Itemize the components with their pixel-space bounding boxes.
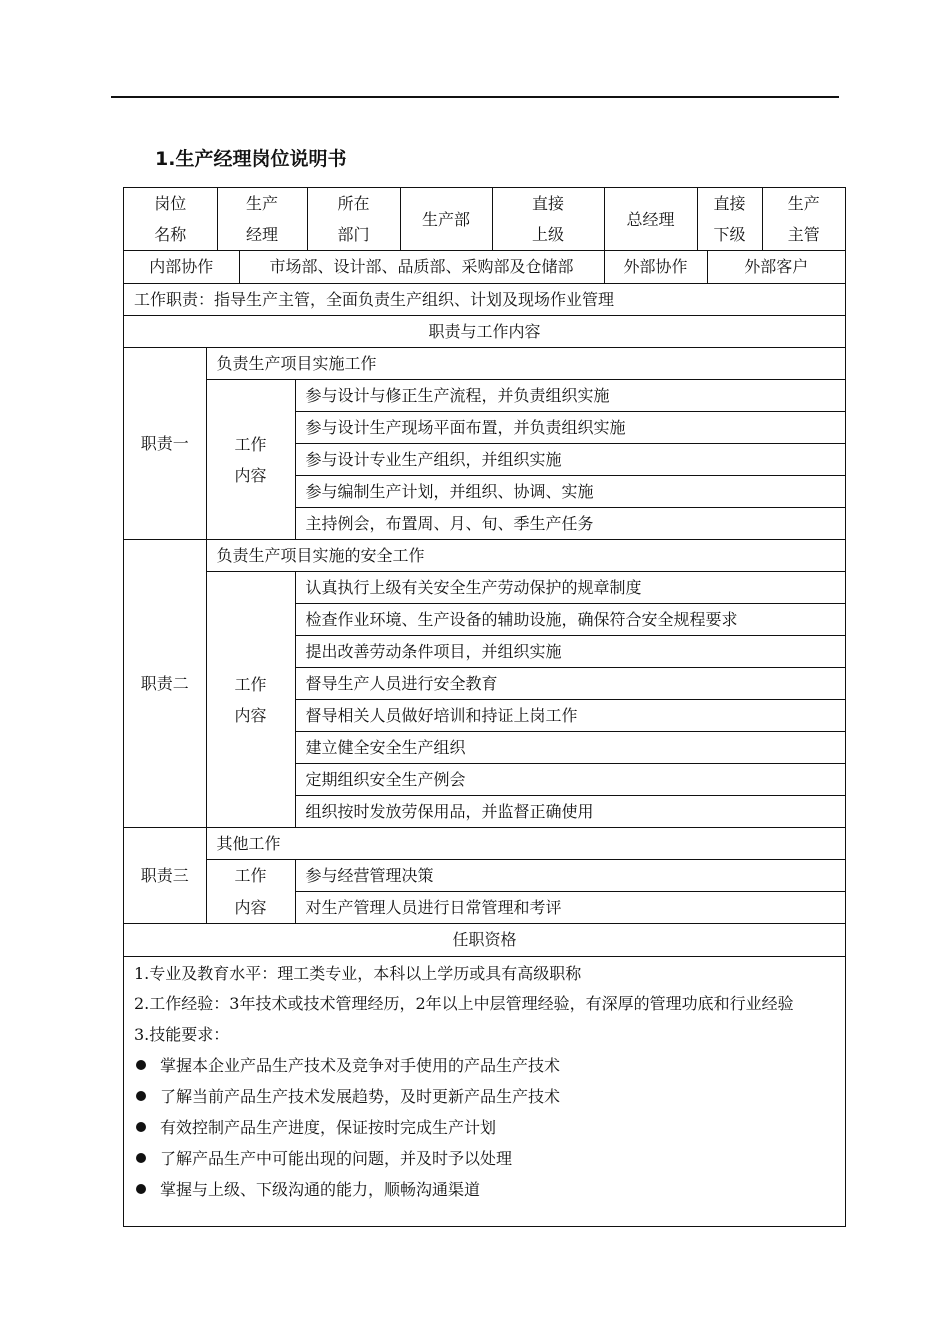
- duty-item: 参与设计与修正生产流程，并负责组织实施: [295, 380, 845, 412]
- duty-heading: 其他工作: [206, 828, 845, 860]
- work-content-label-bottom: 内容: [206, 892, 295, 924]
- qualifications-body: [124, 956, 845, 1206]
- duty-item: 主持例会，布置周、月、旬、季生产任务: [295, 508, 845, 540]
- external-cooperation-label: 外部协作: [604, 251, 707, 283]
- department-label: 所在 部门: [307, 188, 400, 251]
- subordinate-label: 直接 下级: [697, 188, 762, 251]
- qualifications-header: 任职资格: [124, 924, 845, 956]
- duty-item: 对生产管理人员进行日常管理和考评: [295, 892, 845, 924]
- bullet-icon: [136, 1122, 146, 1132]
- header-rule: [111, 96, 839, 98]
- supervisor-label: 直接 上级: [492, 188, 604, 251]
- duty-item: 督导相关人员做好培训和持证上岗工作: [295, 700, 845, 732]
- subordinate-value: 生产 主管: [762, 188, 845, 251]
- duty-item: 认真执行上级有关安全生产劳动保护的规章制度: [295, 572, 845, 604]
- duty-heading: 负责生产项目实施工作: [206, 348, 845, 380]
- skills-label: 3.技能要求：: [134, 1024, 230, 1044]
- position-value: 生产 经理: [217, 188, 307, 251]
- duty-label: 职责一: [124, 348, 206, 540]
- duty-summary: 工作职责：指导生产主管，全面负责生产组织、计划及现场作业管理: [124, 284, 845, 316]
- internal-cooperation-value: 市场部、设计部、品质部、采购部及仓储部: [239, 251, 604, 283]
- skill-item: 有效控制产品生产进度，保证按时完成生产计划: [134, 1112, 835, 1143]
- education-requirement: 1.专业及教育水平：理工类专业，本科以上学历或具有高级职称: [134, 963, 582, 983]
- duty-item: 参与设计生产现场平面布置，并负责组织实施: [295, 412, 845, 444]
- bullet-icon: [136, 1184, 146, 1194]
- skill-item: 掌握与上级、下级沟通的能力，顺畅沟通渠道: [134, 1174, 835, 1205]
- skill-item: 了解当前产品生产技术发展趋势，及时更新产品生产技术: [134, 1081, 835, 1112]
- duty-item: 组织按时发放劳保用品，并监督正确使用: [295, 796, 845, 828]
- internal-cooperation-label: 内部协作: [124, 251, 239, 283]
- duties-table: [124, 284, 845, 956]
- work-content-label: 工作 内容: [206, 380, 295, 540]
- document-title: 1.生产经理岗位说明书: [155, 148, 347, 170]
- duty-item: 督导生产人员进行安全教育: [295, 668, 845, 700]
- duty-label: 职责二: [124, 540, 206, 828]
- bullet-icon: [136, 1060, 146, 1070]
- duty-heading: 负责生产项目实施的安全工作: [206, 540, 845, 572]
- job-description-table: [123, 187, 846, 1227]
- skill-item: 掌握本企业产品生产技术及竞争对手使用的产品生产技术: [134, 1050, 835, 1081]
- bullet-icon: [136, 1153, 146, 1163]
- external-cooperation-value: 外部客户: [707, 251, 845, 283]
- skill-item: 了解产品生产中可能出现的问题，并及时予以处理: [134, 1143, 835, 1174]
- experience-requirement: 2.工作经验：3年技术或技术管理经历，2年以上中层管理经验，有深厚的管理功底和行业经验: [134, 994, 794, 1013]
- duty-item: 参与经营管理决策: [295, 860, 845, 892]
- duties-section-header: 职责与工作内容: [124, 316, 845, 348]
- position-label: 岗位 名称: [124, 188, 217, 251]
- supervisor-value: 总经理: [604, 188, 697, 251]
- duty-item: 定期组织安全生产例会: [295, 764, 845, 796]
- duty-label: 职责三: [124, 828, 206, 924]
- duty-item: 参与设计专业生产组织，并组织实施: [295, 444, 845, 476]
- duty-item: 建立健全安全生产组织: [295, 732, 845, 764]
- department-value: 生产部: [400, 188, 492, 251]
- cooperation-table: [124, 251, 845, 284]
- bullet-icon: [136, 1091, 146, 1101]
- header-table: [124, 188, 845, 251]
- work-content-label-top: 工作: [206, 860, 295, 892]
- duty-item: 检查作业环境、生产设备的辅助设施，确保符合安全规程要求: [295, 604, 845, 636]
- work-content-label: 工作 内容: [206, 572, 295, 828]
- duty-item: 提出改善劳动条件项目，并组织实施: [295, 636, 845, 668]
- duty-item: 参与编制生产计划，并组织、协调、实施: [295, 476, 845, 508]
